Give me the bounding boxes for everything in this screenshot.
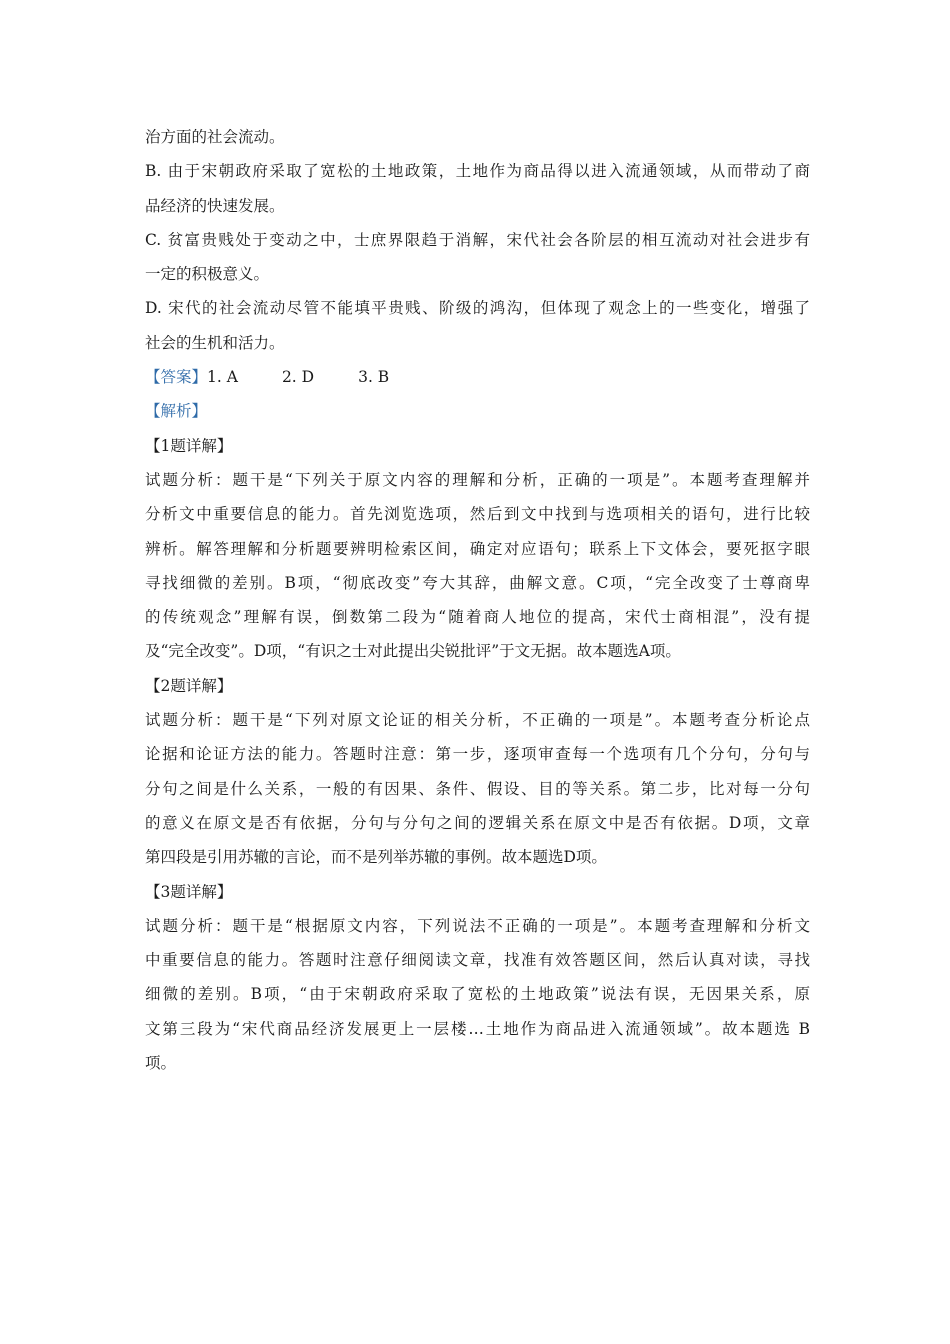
q3-line: 项。 (145, 1054, 177, 1073)
option-b-line: B. 由于宋朝政府采取了宽松的土地政策，土地作为商品得以进入流通领域，从而带动了商 (145, 162, 810, 181)
option-d-line: 社会的生机和活力。 (145, 333, 285, 352)
q1-line: 分析文中重要信息的能力。首先浏览选项，然后到文中找到与选项相关的语句，进行比较 (145, 505, 810, 524)
text-line: 治方面的社会流动。 (145, 128, 285, 146)
q3-line: 试题分析：题干是“根据原文内容，下列说法不正确的一项是”。本题考查理解和分析文 (145, 916, 810, 935)
option-c-line: 一定的积极意义。 (145, 265, 270, 284)
q1-heading: 【1题详解】 (145, 436, 233, 455)
q2-line: 试题分析：题干是“下列对原文论证的相关分析，不正确的一项是”。本题考查分析论点 (145, 711, 810, 730)
answer-line (145, 360, 810, 394)
q3-line: 中重要信息的能力。答题时注意仔细阅读文章，找准有效答题区间，然后认真对读，寻找 (145, 951, 810, 970)
q1-line: 的传统观念”理解有误，倒数第二段为“随着商人地位的提高，宋代士商相混”，没有提 (145, 608, 810, 627)
q2-line: 第四段是引用苏辙的言论，而不是列举苏辙的事例。故本题选D项。 (145, 848, 607, 867)
q3-heading: 【3题详解】 (145, 882, 233, 901)
option-d-line: D. 宋代的社会流动尽管不能填平贵贱、阶级的鸿沟，但体现了观念上的一些变化，增强了 (145, 299, 810, 318)
option-b-line: 品经济的快速发展。 (145, 196, 285, 215)
q2-heading: 【2题详解】 (145, 676, 233, 695)
answer-tag: 【答案】 (145, 368, 208, 387)
answer-item: 3. B (358, 368, 390, 387)
q2-line: 的意义在原文是否有依据，分句与分句之间的逻辑关系在原文中是否有依据。D项，文章 (145, 813, 810, 832)
document-body (145, 120, 810, 1080)
answer-item: 2. D (281, 368, 315, 387)
q1-line: 试题分析：题干是“下列关于原文内容的理解和分析，正确的一项是”。本题考查理解并 (145, 470, 810, 489)
q2-line: 论据和论证方法的能力。答题时注意：第一步，逐项审查每一个选项有几个分句，分句与 (145, 745, 810, 764)
q1-line: 寻找细微的差别。B项，“彻底改变”夸大其辞，曲解文意。C项，“完全改变了士尊商卑 (145, 573, 810, 592)
q3-line: 文第三段为“宋代商品经济发展更上一层楼…土地作为商品进入流通领域”。故本题选 B (145, 1019, 810, 1038)
analysis-tag: 【解析】 (145, 402, 208, 421)
answer-item: 1. A (207, 368, 238, 387)
q1-line: 及“完全改变”。D项，“有识之士对此提出尖锐批评”于文无据。故本题选A项。 (145, 642, 681, 661)
q3-line: 细微的差别。B项，“由于宋朝政府采取了宽松的土地政策”说法有误，无因果关系，原 (145, 985, 810, 1004)
q2-line: 分句之间是什么关系，一般的有因果、条件、假设、目的等关系。第二步，比对每一分句 (145, 779, 810, 798)
option-c-line: C. 贫富贵贱处于变动之中，士庶界限趋于消解，宋代社会各阶层的相互流动对社会进步有 (145, 230, 810, 249)
q1-line: 辨析。解答理解和分析题要辨明检索区间，确定对应语句；联系上下文体会，要死抠字眼 (145, 539, 810, 558)
